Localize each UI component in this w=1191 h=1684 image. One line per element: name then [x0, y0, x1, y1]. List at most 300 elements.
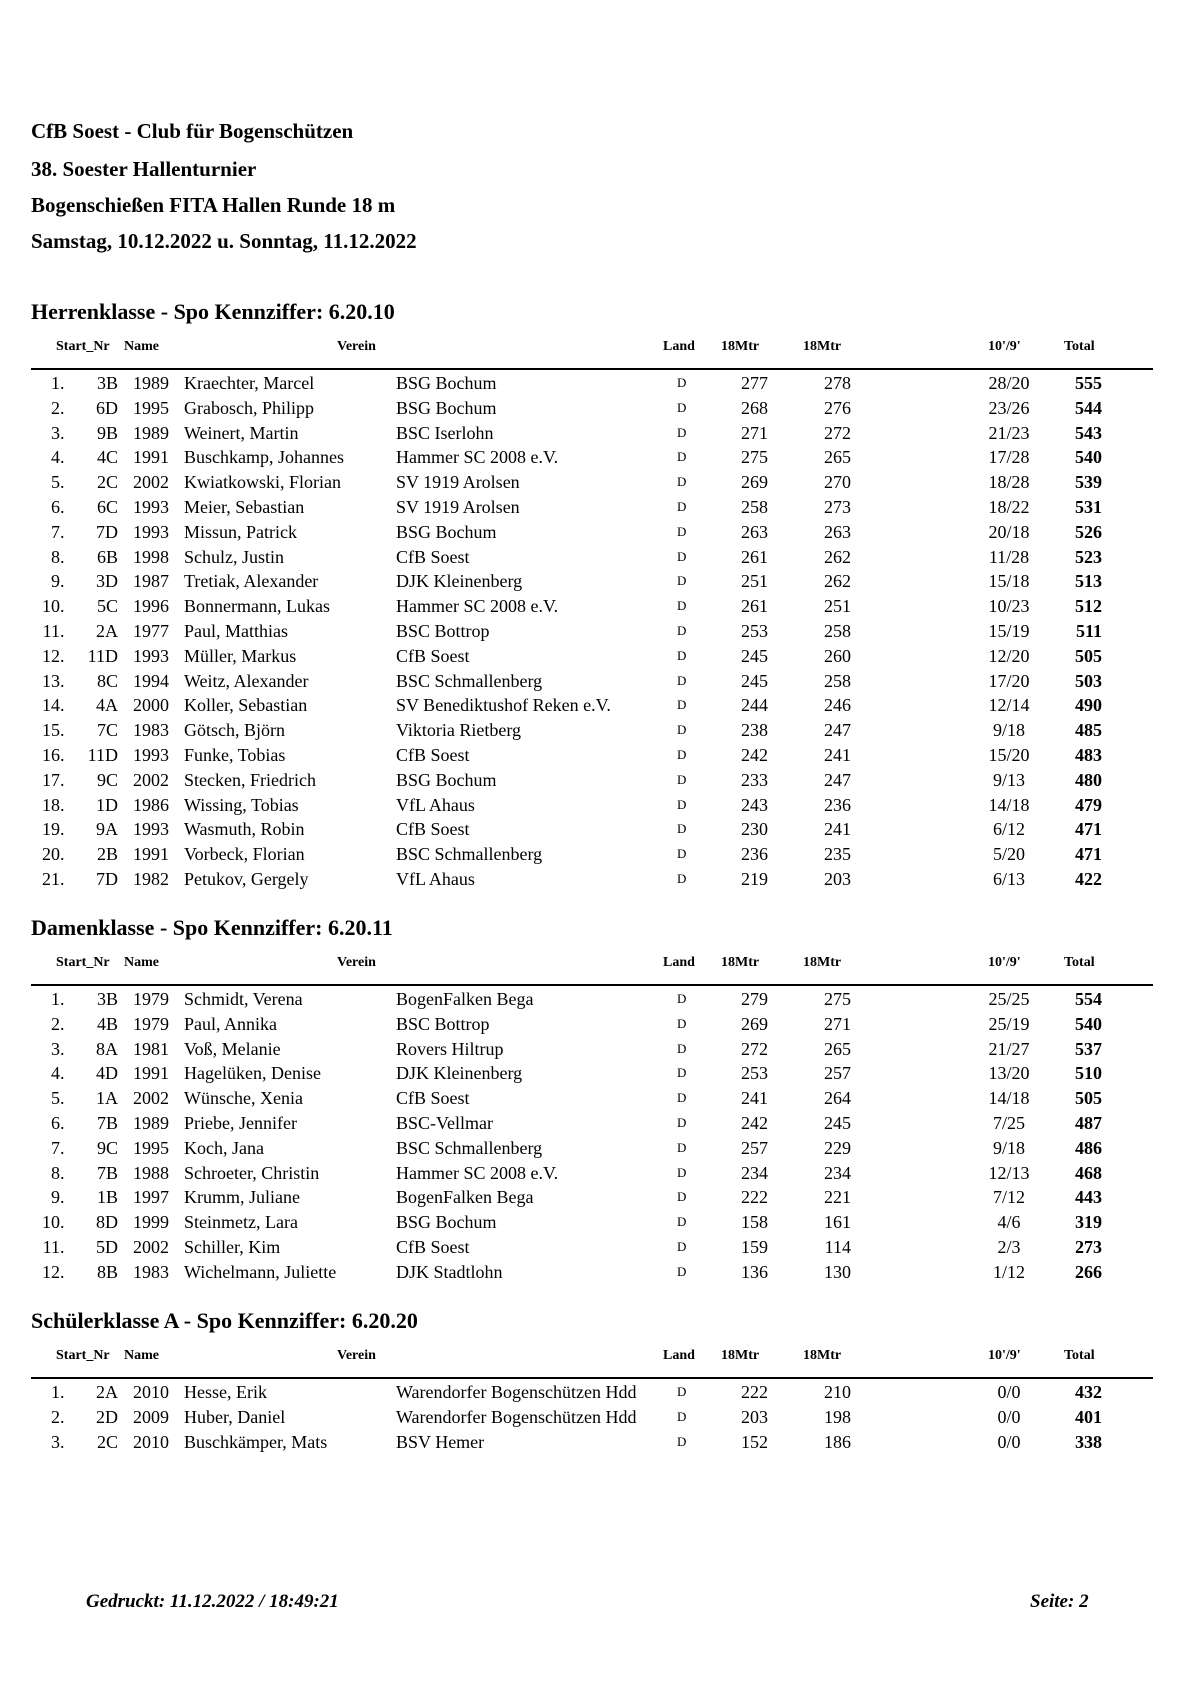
score-round-1-cell: 261 — [741, 596, 768, 617]
birth-year-cell: 1989 — [133, 373, 169, 393]
total-score-cell: 554 — [1075, 989, 1102, 1009]
score-round-2-cell: 241 — [824, 744, 851, 765]
country-cell: D — [677, 498, 687, 514]
country-cell: D — [677, 1090, 687, 1106]
rank-cell: 8 — [51, 1162, 60, 1183]
table-row — [0, 371, 1191, 396]
col-score-2: 18Mtr — [803, 339, 842, 354]
total-score-cell: 487 — [1075, 1112, 1102, 1133]
score-round-1-cell: 258 — [741, 496, 768, 517]
country-cell: D — [677, 1263, 687, 1279]
club-cell: VfL Ahaus — [396, 794, 475, 815]
rank-dot: . — [60, 868, 65, 889]
country-cell: D — [677, 1040, 687, 1056]
rank-cell: 14 — [42, 695, 60, 716]
country-cell: D — [677, 647, 687, 663]
tens-nines-cell: 21/23 — [988, 422, 1030, 443]
start-nr-cell: 1A — [96, 1088, 118, 1109]
rank-cell: 16 — [42, 744, 60, 765]
col-tens-nines: 10'/9' — [988, 1348, 1021, 1363]
score-round-1-cell: 233 — [741, 769, 768, 790]
rank-cell: 5 — [51, 1088, 60, 1109]
rank-dot: . — [60, 496, 65, 517]
country-cell: D — [677, 474, 687, 490]
tens-nines-cell: 4/6 — [997, 1212, 1021, 1233]
start-nr-cell: 9B — [96, 422, 118, 443]
score-round-1-cell: 159 — [741, 1236, 768, 1257]
page-number: Seite: 2 — [1030, 1591, 1089, 1612]
table-row — [0, 569, 1191, 594]
archer-name-cell: Götsch, Björn — [184, 720, 285, 741]
start-nr-cell: 2C — [96, 1431, 118, 1452]
total-score-cell: 537 — [1075, 1038, 1102, 1059]
birth-year-cell: 1998 — [133, 546, 169, 567]
table-row — [0, 1111, 1191, 1136]
rank-dot: . — [60, 1013, 65, 1034]
score-round-1-cell: 271 — [741, 422, 768, 443]
tens-nines-cell: 14/18 — [988, 1088, 1030, 1109]
score-round-1-cell: 158 — [741, 1212, 768, 1233]
table-row — [0, 1235, 1191, 1260]
country-cell: D — [677, 1384, 687, 1399]
archer-name-cell: Missun, Patrick — [184, 521, 298, 542]
score-round-2-cell: 198 — [824, 1406, 851, 1427]
table-row — [0, 1185, 1191, 1210]
score-round-2-cell: 234 — [824, 1162, 851, 1183]
score-round-1-cell: 230 — [741, 819, 768, 840]
birth-year-cell: 1993 — [133, 819, 169, 840]
birth-year-cell: 1989 — [133, 422, 169, 443]
start-nr-cell: 6B — [96, 546, 118, 567]
birth-year-cell: 1987 — [133, 571, 169, 592]
score-round-1-cell: 268 — [741, 397, 768, 418]
col-verein: Verein — [337, 1348, 376, 1363]
rank-dot: . — [60, 620, 65, 641]
table-row — [0, 669, 1191, 694]
score-round-1-cell: 245 — [741, 645, 768, 666]
score-round-2-cell: 251 — [824, 596, 851, 617]
score-round-1-cell: 272 — [741, 1038, 768, 1059]
start-nr-cell: 4A — [96, 695, 118, 716]
start-nr-cell: 2C — [96, 472, 118, 493]
col-total: Total — [1064, 1348, 1095, 1363]
rank-dot: . — [60, 744, 65, 765]
start-nr-cell: 2A — [96, 1382, 118, 1402]
archer-name-cell: Bonnermann, Lukas — [184, 596, 330, 617]
score-round-1-cell: 242 — [741, 744, 768, 765]
table-row — [0, 1061, 1191, 1086]
score-round-2-cell: 186 — [824, 1431, 851, 1452]
start-nr-cell: 3B — [96, 373, 118, 393]
country-cell: D — [677, 1189, 687, 1205]
table-row — [0, 644, 1191, 669]
tens-nines-cell: 17/20 — [988, 670, 1030, 691]
rank-dot: . — [60, 1236, 65, 1257]
tens-nines-cell: 9/18 — [992, 1137, 1025, 1158]
results-table — [0, 987, 1191, 1285]
rank-cell: 9 — [51, 1187, 60, 1208]
tens-nines-cell: 25/19 — [988, 1013, 1030, 1034]
club-cell: SV 1919 Arolsen — [396, 496, 520, 517]
archer-name-cell: Müller, Markus — [184, 645, 297, 666]
date-line: Samstag, 10.12.2022 u. Sonntag, 11.12.2022 — [31, 229, 417, 253]
country-cell: D — [677, 1214, 687, 1230]
score-round-2-cell: 245 — [824, 1112, 851, 1133]
archer-name-cell: Koller, Sebastian — [184, 695, 308, 716]
score-round-1-cell: 253 — [741, 620, 768, 641]
tens-nines-cell: 15/19 — [988, 620, 1030, 641]
rank-dot: . — [60, 422, 65, 443]
score-round-2-cell: 236 — [824, 794, 851, 815]
score-round-1-cell: 251 — [741, 571, 768, 592]
club-cell: Hammer SC 2008 e.V. — [396, 447, 559, 468]
score-round-2-cell: 257 — [824, 1063, 851, 1084]
rank-cell: 11 — [42, 620, 60, 641]
total-score-cell: 531 — [1075, 496, 1102, 517]
country-cell: D — [677, 697, 687, 713]
rank-cell: 12 — [42, 1261, 60, 1282]
total-score-cell: 540 — [1075, 447, 1102, 468]
start-nr-cell: 2B — [96, 844, 118, 865]
rank-dot: . — [60, 1187, 65, 1208]
archer-name-cell: Priebe, Jennifer — [184, 1112, 297, 1133]
column-header-row — [0, 339, 1191, 359]
birth-year-cell: 2002 — [133, 1236, 169, 1257]
col-score-1: 18Mtr — [721, 955, 760, 970]
rank-cell: 15 — [42, 720, 60, 741]
rank-cell: 3 — [51, 422, 60, 443]
score-round-2-cell: 278 — [824, 373, 851, 393]
archer-name-cell: Voß, Melanie — [184, 1038, 281, 1059]
table-row — [0, 1037, 1191, 1062]
rank-dot: . — [60, 1382, 65, 1402]
rank-dot: . — [60, 1112, 65, 1133]
rank-dot: . — [60, 695, 65, 716]
score-round-1-cell: 243 — [741, 794, 768, 815]
country-cell: D — [677, 622, 687, 638]
rank-dot: . — [60, 1406, 65, 1427]
club-cell: CfB Soest — [396, 546, 470, 567]
start-nr-cell: 8D — [96, 1212, 118, 1233]
birth-year-cell: 1993 — [133, 521, 169, 542]
table-row — [0, 520, 1191, 545]
rank-dot: . — [60, 794, 65, 815]
score-round-2-cell: 203 — [824, 868, 851, 889]
rank-dot: . — [60, 1137, 65, 1158]
score-round-1-cell: 245 — [741, 670, 768, 691]
rank-dot: . — [60, 397, 65, 418]
archer-name-cell: Weinert, Martin — [184, 422, 299, 443]
total-score-cell: 471 — [1075, 819, 1102, 840]
archer-name-cell: Funke, Tobias — [184, 744, 286, 765]
col-land: Land — [663, 1348, 695, 1363]
club-cell: VfL Ahaus — [396, 868, 475, 889]
col-tens-nines: 10'/9' — [988, 955, 1021, 970]
rank-dot: . — [60, 373, 65, 393]
start-nr-cell: 9C — [96, 769, 118, 790]
start-nr-cell: 6C — [96, 496, 118, 517]
club-cell: Hammer SC 2008 e.V. — [396, 1162, 559, 1183]
tens-nines-cell: 15/20 — [988, 744, 1030, 765]
table-row — [0, 545, 1191, 570]
archer-name-cell: Schiller, Kim — [184, 1236, 281, 1257]
rank-dot: . — [60, 1212, 65, 1233]
archer-name-cell: Vorbeck, Florian — [184, 844, 305, 865]
tens-nines-cell: 18/28 — [988, 472, 1030, 493]
archer-name-cell: Meier, Sebastian — [184, 496, 305, 517]
table-row — [0, 1161, 1191, 1186]
rank-cell: 6 — [51, 496, 60, 517]
archer-name-cell: Tretiak, Alexander — [184, 571, 319, 592]
archer-name-cell: Kraechter, Marcel — [184, 373, 315, 393]
country-cell: D — [677, 870, 687, 886]
col-total: Total — [1064, 339, 1095, 354]
start-nr-cell: 7B — [96, 1162, 118, 1183]
archer-name-cell: Huber, Daniel — [184, 1406, 286, 1427]
tournament-title: 38. Soester Hallenturnier — [31, 157, 257, 181]
rank-dot: . — [60, 1038, 65, 1059]
archer-name-cell: Kwiatkowski, Florian — [184, 472, 341, 493]
rank-cell: 5 — [51, 472, 60, 493]
total-score-cell: 510 — [1075, 1063, 1102, 1084]
country-cell: D — [677, 796, 687, 812]
archer-name-cell: Petukov, Gergely — [184, 868, 309, 889]
start-nr-cell: 3D — [96, 571, 118, 592]
birth-year-cell: 1993 — [133, 744, 169, 765]
score-round-1-cell: 219 — [741, 868, 768, 889]
archer-name-cell: Wasmuth, Robin — [184, 819, 305, 840]
rank-cell: 7 — [51, 521, 60, 542]
club-cell: BSC Schmallenberg — [396, 670, 543, 691]
tens-nines-cell: 17/28 — [988, 447, 1030, 468]
table-row — [0, 793, 1191, 818]
birth-year-cell: 2010 — [133, 1431, 169, 1452]
rank-cell: 1 — [51, 989, 60, 1009]
table-row — [0, 1210, 1191, 1235]
table-row — [0, 718, 1191, 743]
rank-cell: 1 — [51, 373, 60, 393]
total-score-cell: 443 — [1075, 1187, 1102, 1208]
score-round-2-cell: 260 — [824, 645, 851, 666]
table-row — [0, 1260, 1191, 1285]
total-score-cell: 483 — [1075, 744, 1102, 765]
section-title: Damenklasse - Spo Kennziffer: 6.20.11 — [31, 915, 393, 940]
total-score-cell: 422 — [1075, 868, 1102, 889]
table-row — [0, 987, 1191, 1012]
archer-name-cell: Wünsche, Xenia — [184, 1088, 303, 1109]
tens-nines-cell: 13/20 — [988, 1063, 1030, 1084]
club-cell: SV Benediktushof Reken e.V. — [396, 695, 611, 716]
rank-dot: . — [60, 521, 65, 542]
rank-cell: 10 — [42, 1212, 60, 1233]
header-rule — [31, 984, 1153, 986]
total-score-cell: 319 — [1075, 1212, 1102, 1233]
rank-cell: 7 — [51, 1137, 60, 1158]
tens-nines-cell: 9/18 — [992, 720, 1025, 741]
tens-nines-cell: 21/27 — [988, 1038, 1030, 1059]
country-cell: D — [677, 1139, 687, 1155]
rank-cell: 1 — [51, 1382, 60, 1402]
tens-nines-cell: 9/13 — [992, 769, 1025, 790]
rank-cell: 6 — [51, 1112, 60, 1133]
score-round-1-cell: 244 — [741, 695, 768, 716]
total-score-cell: 512 — [1075, 596, 1102, 617]
birth-year-cell: 1979 — [133, 1013, 169, 1034]
birth-year-cell: 2000 — [133, 695, 169, 716]
score-round-2-cell: 276 — [824, 397, 851, 418]
table-row — [0, 495, 1191, 520]
score-round-2-cell: 258 — [824, 620, 851, 641]
score-round-2-cell: 275 — [824, 989, 851, 1009]
tens-nines-cell: 0/0 — [997, 1382, 1021, 1402]
birth-year-cell: 1993 — [133, 645, 169, 666]
tens-nines-cell: 0/0 — [997, 1406, 1021, 1427]
start-nr-cell: 7D — [96, 521, 118, 542]
tens-nines-cell: 14/18 — [988, 794, 1030, 815]
total-score-cell: 523 — [1075, 546, 1102, 567]
start-nr-cell: 8A — [96, 1038, 118, 1059]
tens-nines-cell: 12/20 — [988, 645, 1030, 666]
start-nr-cell: 8C — [96, 670, 118, 691]
rank-cell: 2 — [51, 1013, 60, 1034]
tens-nines-cell: 2/3 — [997, 1236, 1021, 1257]
birth-year-cell: 1997 — [133, 1187, 169, 1208]
col-land: Land — [663, 955, 695, 970]
start-nr-cell: 7D — [96, 868, 118, 889]
rank-dot: . — [60, 1431, 65, 1452]
col-verein: Verein — [337, 955, 376, 970]
total-score-cell: 266 — [1075, 1261, 1102, 1282]
table-row — [0, 693, 1191, 718]
score-round-1-cell: 242 — [741, 1112, 768, 1133]
col-land: Land — [663, 339, 695, 354]
score-round-1-cell: 275 — [741, 447, 768, 468]
tens-nines-cell: 25/25 — [988, 989, 1030, 1009]
club-cell: BSC Schmallenberg — [396, 844, 543, 865]
score-round-2-cell: 271 — [824, 1013, 851, 1034]
birth-year-cell: 1983 — [133, 720, 169, 741]
club-cell: Hammer SC 2008 e.V. — [396, 596, 559, 617]
tens-nines-cell: 18/22 — [988, 496, 1030, 517]
start-nr-cell: 2A — [96, 620, 118, 641]
table-row — [0, 1430, 1191, 1455]
birth-year-cell: 1977 — [133, 620, 169, 641]
tens-nines-cell: 1/12 — [992, 1261, 1025, 1282]
tens-nines-cell: 6/12 — [992, 819, 1025, 840]
country-cell: D — [677, 991, 687, 1006]
country-cell: D — [677, 771, 687, 787]
table-row — [0, 842, 1191, 867]
col-score-2: 18Mtr — [803, 1348, 842, 1363]
birth-year-cell: 1986 — [133, 794, 169, 815]
total-score-cell: 432 — [1075, 1382, 1102, 1402]
col-total: Total — [1064, 955, 1095, 970]
results-table — [0, 371, 1191, 892]
country-cell: D — [677, 1164, 687, 1180]
score-round-2-cell: 272 — [824, 422, 851, 443]
country-cell: D — [677, 1015, 687, 1031]
table-row — [0, 768, 1191, 793]
start-nr-cell: 9C — [96, 1137, 118, 1158]
birth-year-cell: 1991 — [133, 1063, 169, 1084]
rank-cell: 2 — [51, 1406, 60, 1427]
club-title: CfB Soest - Club für Bogenschützen — [31, 119, 354, 143]
score-round-1-cell: 241 — [741, 1088, 768, 1109]
total-score-cell: 555 — [1075, 373, 1102, 393]
birth-year-cell: 1991 — [133, 447, 169, 468]
birth-year-cell: 1983 — [133, 1261, 169, 1282]
total-score-cell: 511 — [1075, 620, 1102, 641]
start-nr-cell: 5D — [96, 1236, 118, 1257]
col-start-nr: Start_Nr — [56, 1348, 110, 1363]
club-cell: BSG Bochum — [396, 397, 497, 418]
start-nr-cell: 2D — [96, 1406, 118, 1427]
tens-nines-cell: 0/0 — [997, 1431, 1021, 1452]
rank-cell: 18 — [42, 794, 60, 815]
table-row — [0, 619, 1191, 644]
start-nr-cell: 1D — [96, 794, 118, 815]
rank-cell: 4 — [51, 1063, 60, 1084]
table-row — [0, 1380, 1191, 1405]
club-cell: SV 1919 Arolsen — [396, 472, 520, 493]
club-cell: BSC Bottrop — [396, 1013, 490, 1034]
total-score-cell: 490 — [1075, 695, 1102, 716]
archer-name-cell: Paul, Annika — [184, 1013, 277, 1034]
tens-nines-cell: 12/13 — [988, 1162, 1030, 1183]
score-round-1-cell: 279 — [741, 989, 768, 1009]
birth-year-cell: 1979 — [133, 989, 169, 1009]
score-round-1-cell: 261 — [741, 546, 768, 567]
table-row — [0, 817, 1191, 842]
score-round-2-cell: 246 — [824, 695, 851, 716]
country-cell: D — [677, 821, 687, 837]
score-round-2-cell: 235 — [824, 844, 851, 865]
tens-nines-cell: 7/25 — [992, 1112, 1025, 1133]
score-round-1-cell: 222 — [741, 1382, 768, 1402]
archer-name-cell: Grabosch, Philipp — [184, 397, 314, 418]
archer-name-cell: Weitz, Alexander — [184, 670, 309, 691]
rank-dot: . — [60, 472, 65, 493]
rank-cell: 17 — [42, 769, 60, 790]
total-score-cell: 505 — [1075, 1088, 1102, 1109]
rank-dot: . — [60, 769, 65, 790]
rank-cell: 9 — [51, 571, 60, 592]
club-cell: BSC Bottrop — [396, 620, 490, 641]
start-nr-cell: 4B — [96, 1013, 118, 1034]
tens-nines-cell: 5/20 — [992, 844, 1025, 865]
rank-dot: . — [60, 670, 65, 691]
country-cell: D — [677, 672, 687, 688]
birth-year-cell: 1988 — [133, 1162, 169, 1183]
club-cell: CfB Soest — [396, 744, 470, 765]
rank-dot: . — [60, 720, 65, 741]
tens-nines-cell: 15/18 — [988, 571, 1030, 592]
discipline-title: Bogenschießen FITA Hallen Runde 18 m — [31, 193, 396, 217]
club-cell: Warendorfer Bogenschützen Hdd — [396, 1406, 637, 1427]
table-row — [0, 1086, 1191, 1111]
birth-year-cell: 1995 — [133, 397, 169, 418]
birth-year-cell: 1991 — [133, 844, 169, 865]
rank-cell: 19 — [42, 819, 60, 840]
table-row — [0, 594, 1191, 619]
rank-dot: . — [60, 989, 65, 1009]
score-round-2-cell: 229 — [824, 1137, 851, 1158]
score-round-2-cell: 265 — [824, 1038, 851, 1059]
country-cell: D — [677, 523, 687, 539]
start-nr-cell: 11D — [87, 744, 118, 765]
archer-name-cell: Hesse, Erik — [184, 1382, 267, 1402]
total-score-cell: 480 — [1075, 769, 1102, 790]
